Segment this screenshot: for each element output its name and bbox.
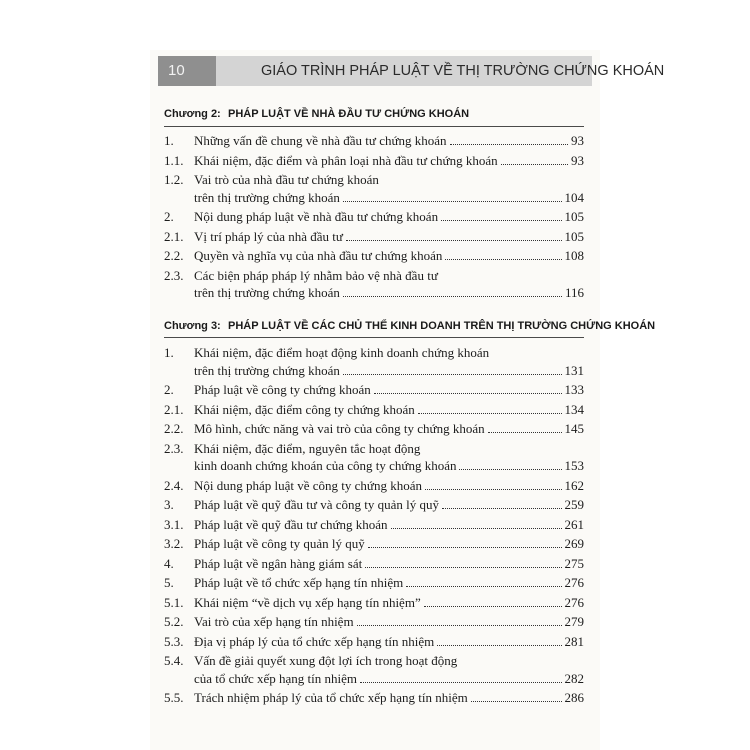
- toc-entry: [164, 574, 584, 592]
- toc-entry-title: trên thị trường chứng khoán: [194, 362, 340, 378]
- dot-leader: [391, 528, 562, 529]
- chapter-3-title: PHÁP LUẬT VỀ CÁC CHỦ THỂ KINH DOANH TRÊN THỊ TRƯỜNG CHỨNG KHOÁN: [228, 320, 656, 332]
- toc-entry-title: Pháp luật về ngân hàng giám sát: [194, 555, 363, 571]
- toc-entry-title: Khái niệm, đặc điểm và phân loại nhà đầu tư chứng khoán: [194, 152, 498, 168]
- toc-entry-title: Vai trò của nhà đầu tư chứng khoán: [194, 172, 379, 187]
- chapter-3-rule: [164, 337, 584, 338]
- running-header: [158, 56, 665, 86]
- dot-leader: [360, 682, 562, 683]
- toc-entry-title: Địa vị pháp lý của tổ chức xếp hạng tín nhiệm: [194, 633, 435, 649]
- toc-entry-page: 162: [564, 477, 584, 493]
- toc-entry: [164, 477, 584, 495]
- dot-leader: [459, 469, 561, 470]
- toc-entry-number: 1.: [164, 133, 174, 148]
- toc-entry-title: Trách nhiệm pháp lý của tổ chức xếp hạng tín nhiệm: [194, 690, 468, 705]
- toc-entry-number: 5.4.: [164, 653, 184, 668]
- toc-entry-title: Vị trí pháp lý của nhà đầu tư: [194, 228, 343, 244]
- toc-entry-page: 279: [564, 614, 584, 629]
- toc-entry: [164, 516, 584, 534]
- toc-entry: [164, 535, 584, 553]
- toc-entry-title: Khái niệm, đặc điểm, nguyên tắc hoạt động: [194, 440, 421, 456]
- toc-entry-page: 108: [564, 248, 584, 263]
- toc-entry-number: 2.2.: [164, 248, 184, 263]
- toc-entry-number: 4.: [164, 555, 174, 571]
- dot-leader: [445, 259, 561, 260]
- chapter-2-entries: [164, 132, 584, 304]
- toc-entry-title: Pháp luật về công ty quản lý quỹ: [194, 536, 365, 551]
- toc-entry-number: 5.1.: [164, 594, 184, 610]
- toc-entry-title: Khái niệm “về dịch vụ xếp hạng tín nhiệm”: [194, 594, 421, 610]
- toc-entry-page: 133: [564, 382, 584, 397]
- dot-leader: [471, 701, 562, 702]
- chapter-2-title: PHÁP LUẬT VỀ NHÀ ĐẦU TƯ CHỨNG KHOÁN: [228, 108, 470, 120]
- dot-leader: [442, 508, 562, 509]
- toc-entry-title: Khái niệm, đặc điểm hoạt động kinh doanh chứng khoán: [194, 345, 490, 360]
- toc-entry-page: 131: [564, 362, 584, 378]
- toc-entry-page: 282: [564, 670, 584, 686]
- toc-entry-title: Các biện pháp pháp lý nhằm bảo vệ nhà đầu tư: [194, 267, 438, 283]
- toc-entry: [164, 171, 584, 206]
- toc-entry-title: Nội dung pháp luật về nhà đầu tư chứng khoán: [194, 209, 439, 224]
- toc-entry-title: Vai trò của xếp hạng tín nhiệm: [194, 614, 354, 629]
- toc-entry-page: 281: [564, 633, 584, 649]
- toc-entry-number: 2.4.: [164, 477, 184, 493]
- toc-entry: [164, 420, 584, 438]
- chapter-3-entries: [164, 344, 584, 709]
- toc-entry-title: Pháp luật về công ty chứng khoán: [194, 382, 371, 397]
- toc-entry-number: 1.2.: [164, 172, 184, 187]
- toc-entry: [164, 208, 584, 226]
- toc-entry-number: 2.1.: [164, 228, 184, 244]
- toc-entry-page: 116: [564, 285, 584, 300]
- book-page: [150, 50, 665, 750]
- toc-entry: [164, 613, 584, 631]
- dot-leader: [346, 240, 562, 241]
- toc-entry-title: kinh doanh chứng khoán của công ty chứng khoán: [194, 458, 457, 473]
- toc-entry-page: 269: [564, 536, 584, 551]
- toc-entry-title: Pháp luật về quỹ đầu tư chứng khoán: [194, 516, 388, 532]
- toc-entry: [164, 247, 584, 265]
- toc-entry-title: Pháp luật về quỹ đầu tư và công ty quản lý quỹ: [194, 497, 439, 512]
- toc-entry-number: 3.: [164, 497, 174, 512]
- toc-entry-page: 276: [564, 575, 584, 590]
- toc-entry-page: 104: [564, 189, 584, 205]
- toc-entry: [164, 633, 584, 651]
- toc-entry-title: của tổ chức xếp hạng tín nhiệm: [194, 670, 357, 686]
- toc-entry: [164, 401, 584, 419]
- dot-leader: [406, 586, 561, 587]
- toc-entry-number: 1.: [164, 345, 174, 360]
- toc-entry-title: Vấn đề giải quyết xung đột lợi ích trong hoạt động: [194, 653, 458, 668]
- toc-entry-page: 105: [564, 228, 584, 244]
- toc-entry: [164, 689, 584, 707]
- toc-entry: [164, 381, 584, 399]
- toc-entry-page: 275: [564, 555, 584, 571]
- dot-leader: [365, 567, 561, 568]
- toc-entry-number: 5.3.: [164, 633, 184, 649]
- toc-entry-title: Những vấn đề chung về nhà đầu tư chứng khoán: [194, 133, 447, 148]
- toc-entry: [164, 267, 584, 302]
- dot-leader: [374, 393, 562, 394]
- toc-entry-page: 105: [564, 209, 584, 224]
- toc-entry: [164, 132, 584, 150]
- toc-entry-page: 286: [564, 690, 584, 705]
- dot-leader: [488, 432, 562, 433]
- toc-entry-page: 145: [564, 421, 584, 436]
- toc-entry-number: 3.2.: [164, 536, 184, 551]
- toc-entry-page: 153: [564, 458, 584, 473]
- toc-entry: [164, 496, 584, 514]
- toc-entry-number: 5.5.: [164, 690, 184, 705]
- toc-entry: [164, 652, 584, 687]
- toc-entry-number: 2.2.: [164, 421, 184, 436]
- toc-entry: [164, 228, 584, 246]
- toc-entry-page: 261: [564, 516, 584, 532]
- dot-leader: [424, 606, 562, 607]
- page-number: 10: [158, 56, 216, 86]
- chapter-2-rule: [164, 126, 584, 127]
- toc-entry: [164, 555, 584, 573]
- dot-leader: [343, 296, 562, 297]
- toc-entry-page: 276: [564, 594, 584, 610]
- dot-leader: [343, 374, 562, 375]
- toc-entry-number: 2.: [164, 382, 174, 397]
- toc-entry: [164, 594, 584, 612]
- toc-entry-title: Quyền và nghĩa vụ của nhà đầu tư chứng khoán: [194, 248, 443, 263]
- toc-entry-number: 5.2.: [164, 614, 184, 629]
- book-title: GIÁO TRÌNH PHÁP LUẬT VỀ THỊ TRƯỜNG CHỨNG KHOÁN: [216, 56, 592, 86]
- dot-leader: [418, 413, 562, 414]
- toc-entry-page: 93: [571, 133, 584, 148]
- toc-entry-number: 3.1.: [164, 516, 184, 532]
- dot-leader: [450, 144, 568, 145]
- toc-entry-page: 93: [571, 152, 584, 168]
- dot-leader: [357, 625, 562, 626]
- chapter-2-label: Chương 2:: [164, 108, 221, 120]
- toc-entry-number: 5.: [164, 575, 174, 590]
- toc-entry: [164, 344, 584, 379]
- toc-entry-title: trên thị trường chứng khoán: [194, 189, 340, 205]
- toc-entry-title: Nội dung pháp luật về công ty chứng khoán: [194, 477, 423, 493]
- toc-entry-number: 2.3.: [164, 267, 184, 283]
- toc-entry-title: Khái niệm, đặc điểm công ty chứng khoán: [194, 401, 415, 417]
- dot-leader: [441, 220, 561, 221]
- dot-leader: [501, 164, 568, 165]
- toc-entry-number: 2.: [164, 209, 174, 224]
- chapter-3-label: Chương 3:: [164, 320, 221, 332]
- dot-leader: [343, 201, 562, 202]
- toc-entry-title: Pháp luật về tổ chức xếp hạng tín nhiệm: [194, 575, 404, 590]
- toc-entry-number: 2.3.: [164, 440, 184, 456]
- toc-entry-title: trên thị trường chứng khoán: [194, 285, 340, 300]
- dot-leader: [368, 547, 562, 548]
- toc-entry: [164, 440, 584, 475]
- toc-entry-page: 134: [564, 401, 584, 417]
- toc-entry-page: 259: [564, 497, 584, 512]
- toc-entry: [164, 152, 584, 170]
- dot-leader: [425, 489, 561, 490]
- dot-leader: [437, 645, 561, 646]
- toc-entry-number: 2.1.: [164, 401, 184, 417]
- toc-entry-title: Mô hình, chức năng và vai trò của công ty chứng khoán: [194, 421, 485, 436]
- toc-entry-number: 1.1.: [164, 152, 184, 168]
